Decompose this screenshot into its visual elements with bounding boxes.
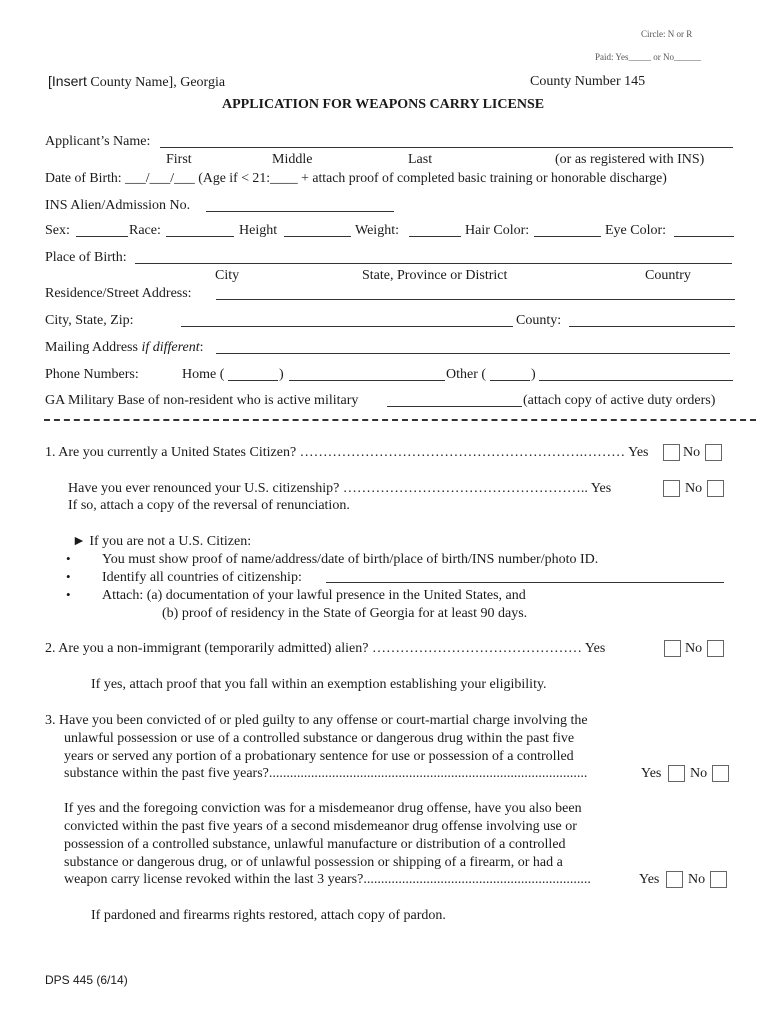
county-label: County:: [516, 313, 562, 328]
q3b-yes-checkbox[interactable]: [666, 871, 683, 888]
home-phone-label: Home (: [182, 367, 225, 382]
q3b-yes-label: Yes: [639, 872, 660, 887]
q2-no-checkbox[interactable]: [707, 640, 724, 657]
mailing-prefix: Mailing Address: [45, 340, 142, 355]
last-name-caption: Last: [408, 152, 433, 167]
question-3-line-3: years or served any portion of a probationary sentence for use or possession of a controlled: [64, 749, 574, 764]
renunciation-note: If so, attach a copy of the reversal of renunciation.: [68, 498, 350, 513]
q1b-yes-checkbox[interactable]: [663, 480, 680, 497]
page-title: APPLICATION FOR WEAPONS CARRY LICENSE: [222, 97, 545, 112]
mailing-address-field[interactable]: [216, 340, 730, 354]
q2-no-label: No: [685, 641, 703, 656]
city-caption: City: [215, 268, 240, 283]
place-of-birth-label: Place of Birth:: [45, 250, 127, 265]
date-of-birth-line: Date of Birth: ___/___/___ (Age if < 21:____ + attach proof of completed basic training or honorable discharge): [45, 170, 667, 185]
race-label: Race:: [129, 223, 161, 238]
other-area-code-field[interactable]: [490, 367, 530, 381]
hair-color-field[interactable]: [534, 223, 601, 237]
q3-no-label: No: [690, 766, 708, 781]
question-3b-line-2: convicted within the past five years of a second misdemeanor drug offense involving use or: [64, 819, 577, 834]
county-number: County Number 145: [530, 74, 646, 89]
form-id: DPS 445 (6/14): [45, 973, 128, 987]
insert-bracket: [Insert: [48, 73, 87, 89]
county-name-text: County Name], Georgia: [86, 75, 226, 90]
home-area-code-field[interactable]: [228, 367, 278, 381]
q3b-no-checkbox[interactable]: [710, 871, 727, 888]
height-label: Height: [239, 223, 278, 238]
not-citizen-item-1: You must show proof of name/address/date of birth/place of birth/INS number/photo ID.: [102, 552, 599, 567]
sex-label: Sex:: [45, 223, 70, 238]
first-name-caption: First: [166, 152, 192, 167]
home-phone-field[interactable]: [289, 367, 445, 381]
residence-label: Residence/Street Address:: [45, 286, 192, 301]
other-paren-close: ): [531, 367, 536, 382]
mailing-address-label: [45, 339, 204, 356]
home-paren-close: ): [279, 367, 284, 382]
residence-field[interactable]: [216, 286, 735, 300]
q1-yes-checkbox[interactable]: [663, 444, 680, 461]
q1-no-checkbox[interactable]: [705, 444, 722, 461]
q1-no-label: No: [683, 445, 701, 460]
military-base-field[interactable]: [387, 393, 522, 407]
question-1: 1. Are you currently a United States Citizen? …………………………………………………….……… Yes: [45, 445, 649, 460]
not-citizen-heading: ► If you are not a U.S. Citizen:: [72, 534, 252, 549]
question-3b-line-3: possession of a controlled substance, unlawful manufacture or distribution of a controlled: [64, 837, 566, 852]
race-field[interactable]: [166, 223, 234, 237]
q3-yes-checkbox[interactable]: [668, 765, 685, 782]
bullet-icon: •: [66, 587, 71, 602]
not-citizen-item-3b: (b) proof of residency in the State of Georgia for at least 90 days.: [162, 606, 528, 621]
question-2-note: If yes, attach proof that you fall within an exemption establishing your eligibility.: [91, 677, 547, 692]
q1b-no-checkbox[interactable]: [707, 480, 724, 497]
city-state-zip-field[interactable]: [181, 313, 513, 327]
eye-color-field[interactable]: [674, 223, 734, 237]
pardon-note: If pardoned and firearms rights restored, attach copy of pardon.: [91, 908, 446, 923]
military-orders-note: (attach copy of active duty orders): [523, 393, 716, 408]
ins-registered-note: (or as registered with INS): [555, 152, 705, 167]
question-1b: Have you ever renounced your U.S. citizenship? …………………………………………….. Yes: [68, 481, 612, 496]
place-of-birth-field[interactable]: [135, 250, 732, 264]
weight-label: Weight:: [355, 223, 399, 238]
mailing-if-different: if different: [141, 340, 200, 355]
countries-of-citizenship-field[interactable]: [326, 569, 724, 583]
phone-numbers-label: Phone Numbers:: [45, 367, 139, 382]
question-3b-line-5: weapon carry license revoked within the last 3 years?.................................................................: [64, 872, 591, 887]
question-3b-line-4: substance or dangerous drug, or of unlawful possession or shipping of a firearm, or had a: [64, 855, 563, 870]
sex-field[interactable]: [76, 223, 128, 237]
weight-field[interactable]: [409, 223, 461, 237]
not-citizen-item-2: Identify all countries of citizenship:: [102, 570, 302, 585]
section-divider: [44, 419, 756, 421]
other-phone-field[interactable]: [539, 367, 733, 381]
circle-n-or-r: Circle: N or R: [641, 29, 693, 39]
question-3-line-2: unlawful possession or use of a controlled substance or dangerous drug within the past five: [64, 731, 575, 746]
eye-color-label: Eye Color:: [605, 223, 667, 238]
q2-yes-checkbox[interactable]: [664, 640, 681, 657]
mailing-suffix: :: [199, 340, 204, 355]
height-field[interactable]: [284, 223, 351, 237]
military-base-label: GA Military Base of non-resident who is active military: [45, 393, 359, 408]
q3b-no-label: No: [688, 872, 706, 887]
city-state-zip-label: City, State, Zip:: [45, 313, 134, 328]
question-3-line-1: 3. Have you been convicted of or pled guilty to any offense or court-martial charge involving the: [45, 713, 588, 728]
q1b-no-label: No: [685, 481, 703, 496]
other-phone-label: Other (: [446, 367, 487, 382]
question-2: 2. Are you a non-immigrant (temporarily admitted) alien? ……………………………………… Yes: [45, 641, 606, 656]
question-3-line-4: substance within the past five years?...........................................................................................: [64, 766, 588, 781]
bullet-icon: •: [66, 551, 71, 566]
q3-no-checkbox[interactable]: [712, 765, 729, 782]
ins-alien-field[interactable]: [206, 198, 394, 212]
paid-yes-no: Paid: Yes_____ or No______: [595, 52, 702, 62]
q3-yes-label: Yes: [641, 766, 662, 781]
not-citizen-item-3a: Attach: (a) documentation of your lawful presence in the United States, and: [102, 588, 526, 603]
county-name-line: [48, 73, 225, 91]
middle-name-caption: Middle: [272, 152, 313, 167]
bullet-icon: •: [66, 569, 71, 584]
county-field[interactable]: [569, 313, 735, 327]
state-province-caption: State, Province or District: [362, 268, 508, 283]
question-3b-line-1: If yes and the foregoing conviction was for a misdemeanor drug offense, have you also been: [64, 801, 582, 816]
hair-color-label: Hair Color:: [465, 223, 530, 238]
country-caption: Country: [645, 268, 691, 283]
applicant-name-label: Applicant’s Name:: [45, 134, 151, 149]
ins-alien-label: INS Alien/Admission No.: [45, 198, 191, 213]
applicant-name-field[interactable]: [160, 134, 733, 148]
